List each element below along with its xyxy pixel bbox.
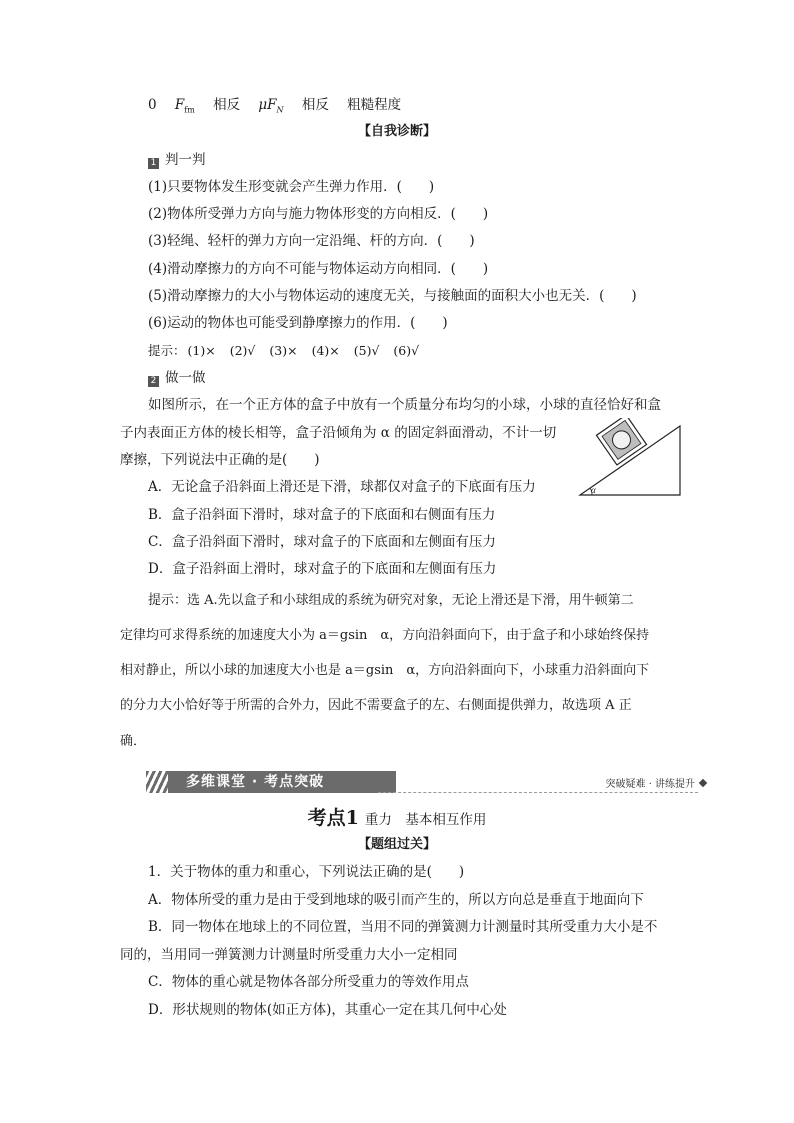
incline-box-figure xyxy=(576,418,686,498)
q1-option-b: B．同一物体在地球上的不同位置，当用不同的弹簧测力计测量时其所受重力大小是不 xyxy=(148,919,658,935)
do-question-line-2: 子内表面正方体的棱长相等，盒子沿倾角为 α 的固定斜面滑动，不计一切 xyxy=(120,425,557,441)
judge-item-5: (5)滑动摩擦力的大小与物体运动的速度无关，与接触面的面积大小也无关．( ) xyxy=(148,288,637,304)
judge-hint xyxy=(148,342,433,360)
answer-mu-fn: $\mu F_N$ xyxy=(258,97,284,115)
angle-alpha-label: α xyxy=(591,485,596,495)
judge-hint-4: (4)× xyxy=(311,343,340,358)
banner-chevrons xyxy=(146,771,168,793)
do-question-line-3: 摩擦，下列说法中正确的是( ) xyxy=(120,452,320,468)
q1-option-c: C．物体的重心就是物体各部分所受重力的等效作用点 xyxy=(148,974,469,990)
q1-stem: 1．关于物体的重力和重心，下列说法正确的是( ) xyxy=(148,864,465,880)
q1-option-a: A．物体所受的重力是由于受到地球的吸引而产生的，所以方向总是垂直于地面向下 xyxy=(148,892,644,908)
do-option-b: B．盒子沿斜面下滑时，球对盒子的下底面和右侧面有压力 xyxy=(148,507,496,523)
diamond-icon xyxy=(699,779,707,787)
do-question-line-1: 如图所示，在一个正方体的盒子中放有一个质量分布均匀的小球，小球的直径恰好和盒 xyxy=(148,397,661,413)
banner-title: 多维课堂 · 考点突破 xyxy=(168,771,396,793)
judge-item-6: (6)运动的物体也可能受到静摩擦力的作用．( ) xyxy=(148,315,448,331)
judge-item-4: (4)滑动摩擦力的方向不可能与物体运动方向相同．( ) xyxy=(148,261,489,277)
banner-right-text xyxy=(605,775,706,790)
answer-opposite-1: 相反 xyxy=(213,97,241,113)
do-option-a: A．无论盒子沿斜面上滑还是下滑，球都仅对盒子的下底面有压力 xyxy=(148,479,536,495)
do-label: 做一做 xyxy=(165,370,206,386)
section-title-row xyxy=(0,806,794,832)
judge-hint-5: (5)√ xyxy=(353,343,380,358)
q1-option-b-cont: 同的，当用同一弹簧测力计测量时所受重力大小一定相同 xyxy=(120,947,458,963)
judge-hint-3: (3)× xyxy=(269,343,298,358)
judge-hint-2: (2)√ xyxy=(229,343,256,358)
judge-header xyxy=(148,151,206,169)
self-diagnosis-heading: 【自我诊断】 xyxy=(357,124,436,139)
q1-option-d: D．形状规则的物体(如正方体)，其重心一定在其几何中心处 xyxy=(148,1002,507,1018)
banner-right-label: 突破疑难 · 讲练提升 xyxy=(605,779,695,790)
judge-label: 判一判 xyxy=(165,152,206,168)
badge-2: 2 xyxy=(148,376,159,387)
answer-f-max: $F_{fm}$ xyxy=(174,97,195,115)
badge-1: 1 xyxy=(148,158,159,169)
answer-zero: 0 xyxy=(148,97,157,113)
judge-item-3: (3)轻绳、轻杆的弹力方向一定沿绳、杆的方向．( ) xyxy=(148,233,475,249)
judge-hint-label: 提示： xyxy=(148,343,186,358)
do-hint-line-3: 相对静止，所以小球的加速度大小也是 a＝gsin α，方向沿斜面向下，小球重力沿斜面向下 xyxy=(120,663,650,678)
do-hint-line-1: 提示：选 A.先以盒子和小球组成的系统为研究对象，无论上滑还是下滑，用牛顿第二 xyxy=(148,593,634,608)
do-header xyxy=(148,369,206,387)
banner-dashed-rule xyxy=(378,792,698,793)
answer-roughness: 粗糙程度 xyxy=(347,97,402,113)
judge-item-1: (1)只要物体发生形变就会产生弹力作用．( ) xyxy=(148,179,435,195)
section-banner xyxy=(146,768,706,796)
judge-hint-6: (6)√ xyxy=(393,343,420,358)
judge-hint-1: (1)× xyxy=(187,343,216,358)
do-hint-line-2: 定律均可求得系统的加速度大小为 a＝gsin α，方向沿斜面向下，由于盒子和小球始终保持 xyxy=(120,628,650,643)
judge-item-2: (2)物体所受弹力方向与施力物体形变的方向相反．( ) xyxy=(148,206,489,222)
group-heading: 【题组过关】 xyxy=(357,837,436,852)
do-option-d: D．盒子沿斜面上滑时，球对盒子的下底面和左侧面有压力 xyxy=(148,561,497,577)
do-option-c: C．盒子沿斜面下滑时，球对盒子的下底面和左侧面有压力 xyxy=(148,534,496,550)
do-hint-line-5: 确． xyxy=(120,734,147,749)
do-hint-line-4: 的分力大小恰好等于所需的合外力，因此不需要盒子的左、右侧面提供弹力，故选项 A 正 xyxy=(120,698,632,713)
top-answer-line xyxy=(148,96,401,120)
section-title: 考点1 xyxy=(307,807,359,829)
section-subtitle: 重力 基本相互作用 xyxy=(364,812,487,828)
answer-opposite-2: 相反 xyxy=(301,97,329,113)
